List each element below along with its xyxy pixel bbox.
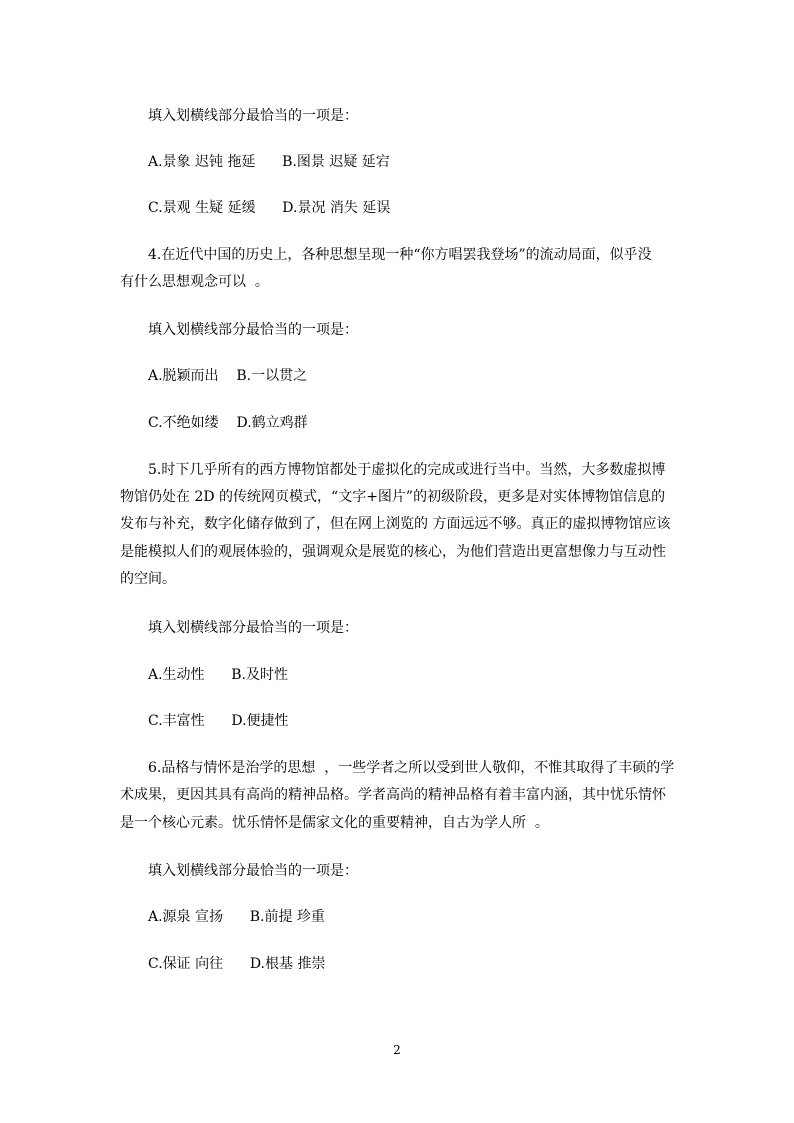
- q5-stem-line3: 发布与补充，数字化储存做到了，但在网上浏览的 方面远远不够。真正的虚拟博物馆应该: [120, 516, 671, 532]
- q3-options-row1: A.景象 迟钝 拖延 B.图景 迟疑 延宕: [148, 154, 390, 170]
- q5-stem-line1: 5.时下几乎所有的西方博物馆都处于虚拟化的完成或进行当中。当然，大多数虚拟博: [148, 462, 666, 478]
- q5-stem-line2: 物馆仍处在 2D 的传统网页模式，“文字+图片”的初级阶段，更多是对实体博物馆信息的: [120, 489, 666, 505]
- q3-options-row2: C.景观 生疑 延缓 D.景况 消失 延误: [148, 200, 391, 216]
- page-number: 2: [393, 1043, 401, 1057]
- q6-options-row1: A.源泉 宣扬 B.前提 珍重: [148, 909, 325, 925]
- q5-stem-line4: 是能模拟人们的观展体验的，强调观众是展览的核心，为他们营造出更富想像力与互动性: [120, 544, 666, 560]
- q5-options-row1: A.生动性 B.及时性: [148, 667, 288, 683]
- q4-stem-line1: 4.在近代中国的历史上，各种思想呈现一种“你方唱罢我登场”的流动局面，似乎没: [148, 247, 652, 263]
- q3-prompt: 填入划横线部分最恰当的一项是：: [148, 108, 358, 124]
- q5-options-row2: C.丰富性 D.便捷性: [148, 713, 289, 729]
- q6-stem-line2: 术成果，更因其具有高尚的精神品格。学者高尚的精神品格有着丰富内涵，其中忧乐情怀: [120, 787, 666, 803]
- q6-options-row2: C.保证 向往 D.根基 推崇: [148, 956, 326, 972]
- q6-stem-line3: 是一个核心元素。忧乐情怀是儒家文化的重要精神，自古为学人所 。: [120, 815, 549, 831]
- q4-stem-line2: 有什么思想观念可以 。: [120, 274, 269, 290]
- q4-options-row1: A.脱颖而出 B.一以贯之: [148, 368, 308, 384]
- q4-prompt: 填入划横线部分最恰当的一项是：: [148, 322, 358, 338]
- q6-prompt: 填入划横线部分最恰当的一项是：: [148, 863, 358, 879]
- q5-prompt: 填入划横线部分最恰当的一项是：: [148, 620, 358, 636]
- q6-stem-line1: 6.品格与情怀是治学的思想 ，一些学者之所以受到世人敬仰，不惟其取得了丰硕的学: [148, 760, 675, 776]
- q5-stem-line5: 的空间。: [120, 571, 176, 587]
- q4-options-row2: C.不绝如缕 D.鹤立鸡群: [148, 415, 308, 431]
